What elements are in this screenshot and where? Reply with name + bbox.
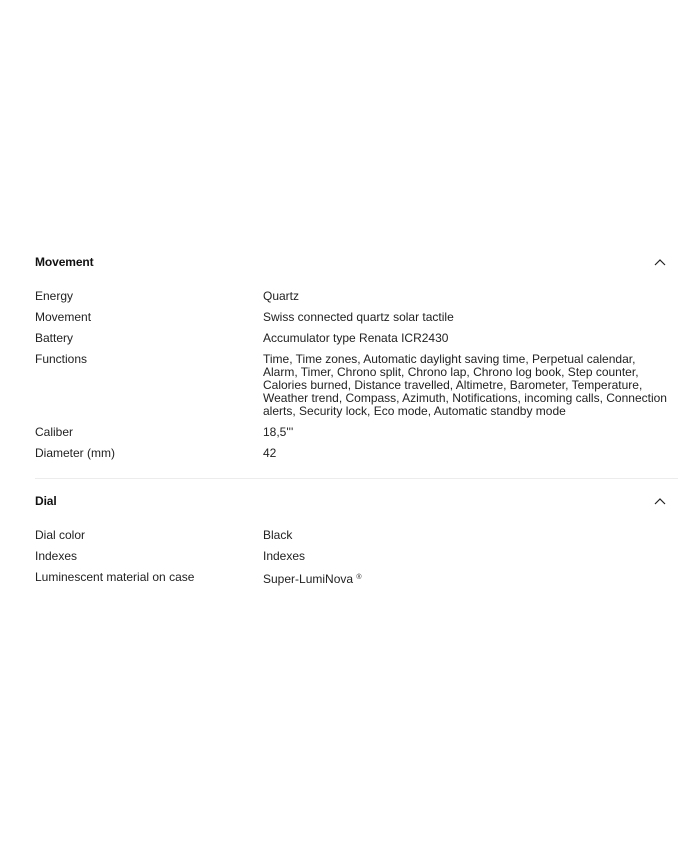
spec-label: Dial color (35, 528, 86, 542)
section-title: Movement (35, 255, 94, 269)
spec-row-indexes (35, 546, 678, 567)
section-divider (35, 478, 678, 479)
spec-list (35, 525, 678, 590)
section-dial-header[interactable] (35, 489, 678, 513)
spec-value: Super-LumiNova (263, 572, 354, 586)
spec-value: Time, Time zones, Automatic daylight saving time, Perpetual calendar, Alarm, Timer, Chrono split, Chrono lap, Chrono log book, Step counter, Calories burned, Distance travelled, Altimetre, Barometer, Temperature, Weather trend, Compass, Azimuth, Notifications, incoming calls, Connection alerts, Security lock, Eco mode, Automatic standby mode (263, 352, 667, 418)
spec-value: Indexes (263, 549, 306, 563)
section-title: Dial (35, 494, 57, 508)
spec-row-battery (35, 328, 678, 349)
spec-label: Functions (35, 352, 88, 366)
spec-label: Battery (35, 331, 74, 345)
spec-row-energy (35, 286, 678, 307)
spec-value-wrap (263, 571, 678, 586)
spec-value: 18,5''' (263, 425, 294, 439)
spec-row-dial-color (35, 525, 678, 546)
section-movement (35, 250, 678, 479)
spec-row-luminescent (35, 567, 678, 590)
spec-label: Movement (35, 310, 92, 324)
specifications-panel (35, 250, 678, 590)
spec-value: Black (263, 528, 293, 542)
spec-label: Diameter (mm) (35, 446, 115, 460)
spec-row-diameter (35, 443, 678, 464)
spec-row-caliber (35, 422, 678, 443)
spec-row-movement (35, 307, 678, 328)
spec-label: Indexes (35, 549, 78, 563)
spec-label: Caliber (35, 425, 74, 439)
spec-value: 42 (263, 446, 277, 460)
spec-value: Swiss connected quartz solar tactile (263, 310, 454, 324)
section-dial (35, 489, 678, 590)
spec-label: Energy (35, 289, 74, 303)
spec-list (35, 286, 678, 464)
spec-row-functions (35, 349, 678, 422)
spec-value: Quartz (263, 289, 300, 303)
spec-value: Accumulator type Renata ICR2430 (263, 331, 449, 345)
section-movement-header[interactable] (35, 250, 678, 274)
chevron-up-icon[interactable] (648, 250, 672, 274)
registered-mark: ® (356, 574, 362, 581)
spec-label: Luminescent material on case (35, 570, 195, 584)
chevron-up-icon[interactable] (648, 489, 672, 513)
